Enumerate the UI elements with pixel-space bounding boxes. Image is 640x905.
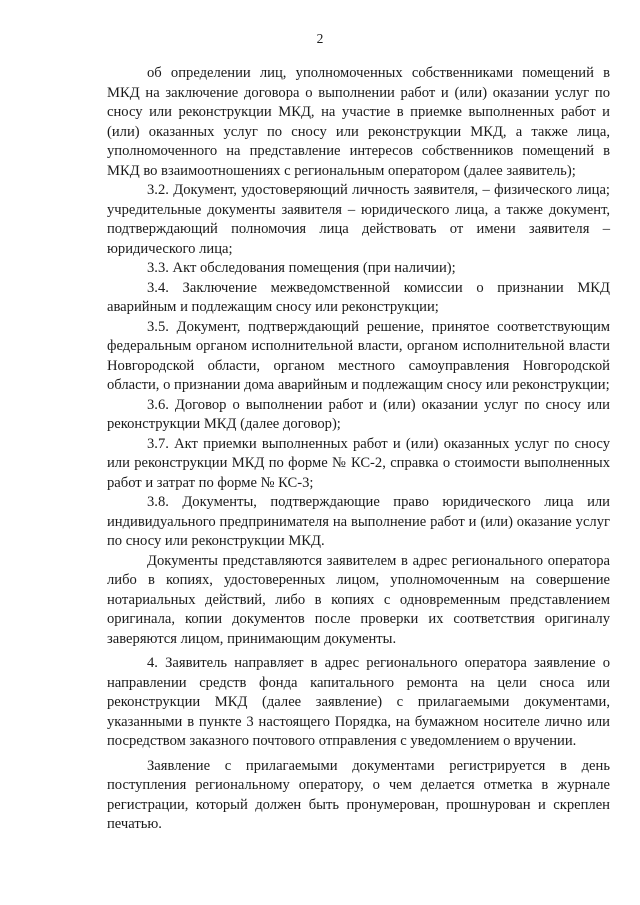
paragraph-4: 4. Заявитель направляет в адрес регионального оператора заявление о направлении средств фонда капитального ремонта на цели сноса или реконструкции МКД (далее заявление) с прилагаемыми документами, указанными в пункте 3 настоящего Порядка, на бумажном носителе лично или посредством заказного почтового отправления с уведомлением о вручении. (107, 655, 610, 749)
paragraph-3-8: 3.8. Документы, подтверждающие право юридического лица или индивидуального предпринимателя на выполнение работ и (или) оказание услуг по сносу или реконструкции МКД. (107, 494, 610, 549)
paragraph-3-3: 3.3. Акт обследования помещения (при наличии); (147, 260, 456, 276)
paragraph-3-6: 3.6. Договор о выполнении работ и (или) оказании услуг по сносу или реконструкции МКД (далее договор); (107, 396, 610, 432)
paragraph-3-2: 3.2. Документ, удостоверяющий личность заявителя, – физического лица; учредительные документы заявителя – юридического лица, а также документ, подтверждающий полномочия лица действовать от имени заявителя – юридического лица; (107, 182, 610, 257)
paragraph-documents-submission: Документы представляются заявителем в адрес регионального оператора либо в копиях, удостоверенных лицом, уполномоченным на совершение нотариальных действий, либо в копиях с одновременным представлением оригинала, копии документов после проверки их соответствия оригиналу заверяются лицом, принимающим документы. (107, 552, 610, 647)
paragraph-registration: Заявление с прилагаемыми документами регистрируется в день поступления региональному оператору, о чем делается отметка в журнале регистрации, который должен быть пронумерован, прошнурован и скреплен печатью. (107, 757, 610, 832)
paragraph-3-5: 3.5. Документ, подтверждающий решение, принятое соответствующим федеральным органом исполнительной власти, органом исполнительной власти Новгородской области, органом местного самоуправления Новгородской области, о признании дома аварийным и подлежащим сносу или реконструкции; (107, 318, 610, 393)
page-number: 2 (316, 31, 324, 46)
document-body (107, 64, 610, 835)
paragraph-applicant-definition: об определении лиц, уполномоченных собственниками помещений в МКД на заключение договора о выполнении работ и (или) оказании услуг по сносу или реконструкции МКД, на участие в приемке выполненных работ и (или) оказанных услуг по сносу или реконструкции МКД, а также лица, уполномоченного на представление интересов собственников помещений в МКД во взаимоотношениях с региональным оператором (далее заявитель); (107, 65, 610, 179)
paragraph-3-4: 3.4. Заключение межведомственной комиссии о признании МКД аварийным и подлежащим сносу или реконструкции; (107, 279, 610, 315)
paragraph-3-7: 3.7. Акт приемки выполненных работ и (или) оказанных услуг по сносу или реконструкции МКД по форме № КС-2, справка о стоимости выполненных работ и затрат по форме № КС-3; (107, 435, 610, 491)
